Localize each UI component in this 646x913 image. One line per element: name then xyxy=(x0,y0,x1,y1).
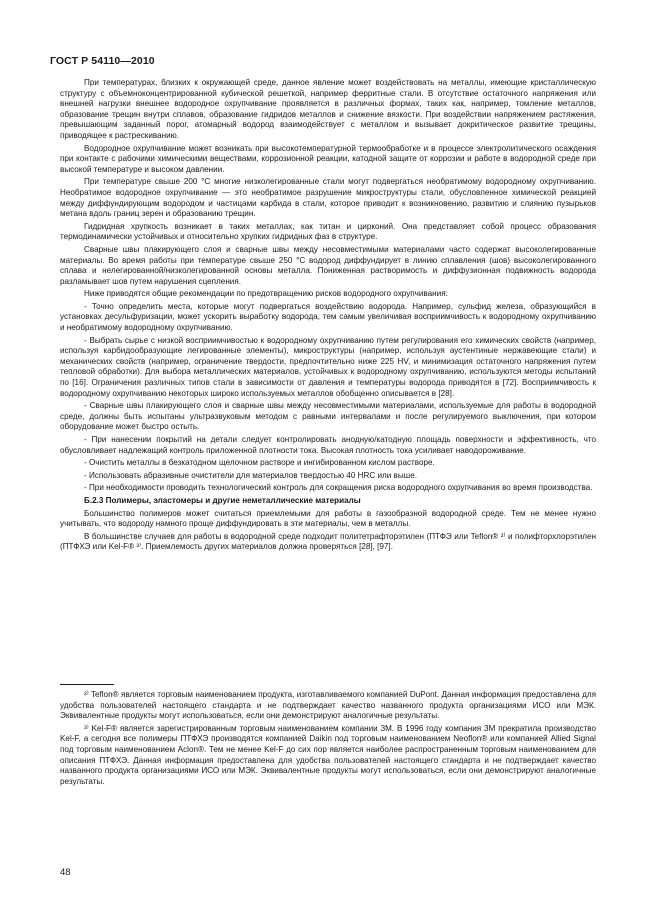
page-body xyxy=(60,78,596,555)
paragraph: Большинство полимеров может считаться приемлемыми для работы в газообразной водородной среде. Тем не менее нужно учитывать, что водороду намного проще диффундировать в эти материалы, чем в металлы. xyxy=(60,508,596,529)
footnote: ²⁾ Teflon® является торговым наименованием продукта, изготавливаемого компанией DuPont. Данная информация предоставлена для удобства пользователей настоящего стандарта и не подтверждает качество названного продукта организациями ИСО или МЭК. Эквивалентные продукты могут использоваться, если они демонстрируют аналогичные результаты. xyxy=(60,690,596,721)
paragraph: - Сварные швы плакирующего слоя и сварные швы между несовместимыми материалами, используемые для работы в водородной среде, должны быть испытаны ультразвуковым методом с равными интервалами и после регулируемого выключения, при котором оборудование может быстро остыть. xyxy=(60,401,596,432)
paragraph: - Очистить металлы в безкатодном щелочном растворе и ингибированном кислом растворе. xyxy=(84,458,435,468)
document-header: ГОСТ Р 54110—2010 xyxy=(50,55,155,67)
section-heading: Б.2.3 Полимеры, эластомеры и другие неметаллические материалы xyxy=(84,495,361,505)
paragraph: Гидридная хрупкость возникает в таких металлах, как титан и цирконий. Она представляет собой процесс образования термодинамически устойчивых и относительно хрупких гидридных фаз в структуре. xyxy=(60,221,596,242)
paragraph: - Использовать абразивные очистители для материалов твердостью 40 HRC или выше. xyxy=(84,470,417,480)
paragraph: Водородное охрупчивание может возникать при высокотемпературной термообработке и в процессе электролитического осаждения при контакте с рабочими химическими веществами, коррозионной реакции, катодной защите от коррозии и работе в водородной среде при высокой температуре и высоком давлении. xyxy=(60,143,596,174)
footnote-separator xyxy=(60,684,114,685)
page-number: 48 xyxy=(60,867,71,878)
paragraph: Сварные швы плакирующего слоя и сварные швы между несовместимыми материалами часто содержат высоколегированные материалы. Во время работы при температуре свыше 250 °С водород диффундирует в линию сплавления (шов) высоколегированного сплава и нелегированной/низколегированной основы металла. Пониженная растворимость и диффузионная подвижность водорода разламывает шов путем нарушения сцепления. xyxy=(60,244,596,286)
paragraph: - При нанесении покрытий на детали следует контролировать анодную/катодную площадь поверхности и эффективность, что обусловливает надлежащий контроль приложенной плотности тока. Высокая плотность тока усиливает наводороживание. xyxy=(60,435,596,455)
paragraph: В большинстве случаев для работы в водородной среде подходит политетрафторэтилен (ПТФЭ или Teflon® ²⁾ и полифторхлорэтилен (ПТФХЭ или Kel-F® ³⁾. Приемлемость других материалов должна проверяться [28], [97]. xyxy=(60,531,596,552)
paragraph: - При необходимости проводить технологический контроль для сокращения риска водородного охрупчивания во время производства. xyxy=(84,483,593,493)
paragraph: При температуре свыше 200 °С многие низколегированные стали могут подвергаться необратимому водородному охрупчиванию. Необратимое водородное охрупчивание — это необратимое разрушение микроструктуры стали, обусловленное химической реакцией между диффундирующим водородом и частицами карбида в стали, которое приводит к возникновению, развитию и слиянию пузырьков метана вдоль границ зерен и образованию трещин. xyxy=(60,177,596,219)
paragraph: Ниже приводятся общие рекомендации по предотвращению рисков водородного охрупчивания: xyxy=(84,289,448,299)
footnote: ³⁾ Kel-F® является зарегистрированным торговым наименованием компании 3М. В 1996 году компания 3М прекратила производство Kel-F, а сегодня все полимеры ПТФХЭ производятся компанией Daikin под торговым наименованием Neoflon® или компанией Allied Signal под торговым наименованием Aclon®. Тем не менее Kel-F до сих пор является наиболее распространенным торговым наименованием для описания ПТФХЭ. Данная информация предоставлена для удобства пользователей настоящего стандарта и не подтверждает качество названного продукта организациями ИСО или МЭК. Эквивалентные продукты могут использоваться, если они демонстрируют аналогичные результаты. xyxy=(60,723,596,786)
paragraph: - Точно определить места, которые могут подвергаться воздействию водорода. Например, сульфид железа, образующийся в установках десульфуризации, может ускорить выработку водорода, тем самым увеличивая восприимчивость к водородному охрупчиванию и необратимому водородному охрупчиванию. xyxy=(60,301,596,333)
paragraph: - Выбрать сырье с низкой восприимчивостью к водородному охрупчиванию путем регулирования его химических свойств (например, используя карбидообразующие легированные элементы), микроструктуры (например, используя аустентиные нержавеющие стали) и механических свойств (например, ограничение твердости, предпочтительно ниже 225 HV, и минимизация остаточного напряжения путем тепловой обработки). Для выбора металлических материалов, устойчивых к водородному охрупчиванию, используются методы испытаний по [16]. Ограничения различных типов стали в зависимости от давления и температуры водорода приводятся в [72]. Восприимчивость к водородному охрупчиванию некоторых широко используемых металлов обобщенно описывается в [28]. xyxy=(60,335,596,398)
paragraph: При температурах, близких к окружающей среде, данное явление может воздействовать на металлы, имеющие кристаллическую структуру с объемноконцентрированной кубической решеткой, например ферритные стали. В отсутствие остаточного напряжения или внешней нагрузки внешнее водородное охрупчивание проявляется в различных формах, таких как, например, томление металлов, образование трещин внутри сплавов, образование гидридов металлов и снижение вязкости. При воздействии напряжением растяжения, превышающим заданный порог, атомарный водород взаимодействует с металлом и вызывает докритическое развитие трещины, приводящее к растрескиванию. xyxy=(60,78,596,140)
footnotes xyxy=(60,690,596,789)
